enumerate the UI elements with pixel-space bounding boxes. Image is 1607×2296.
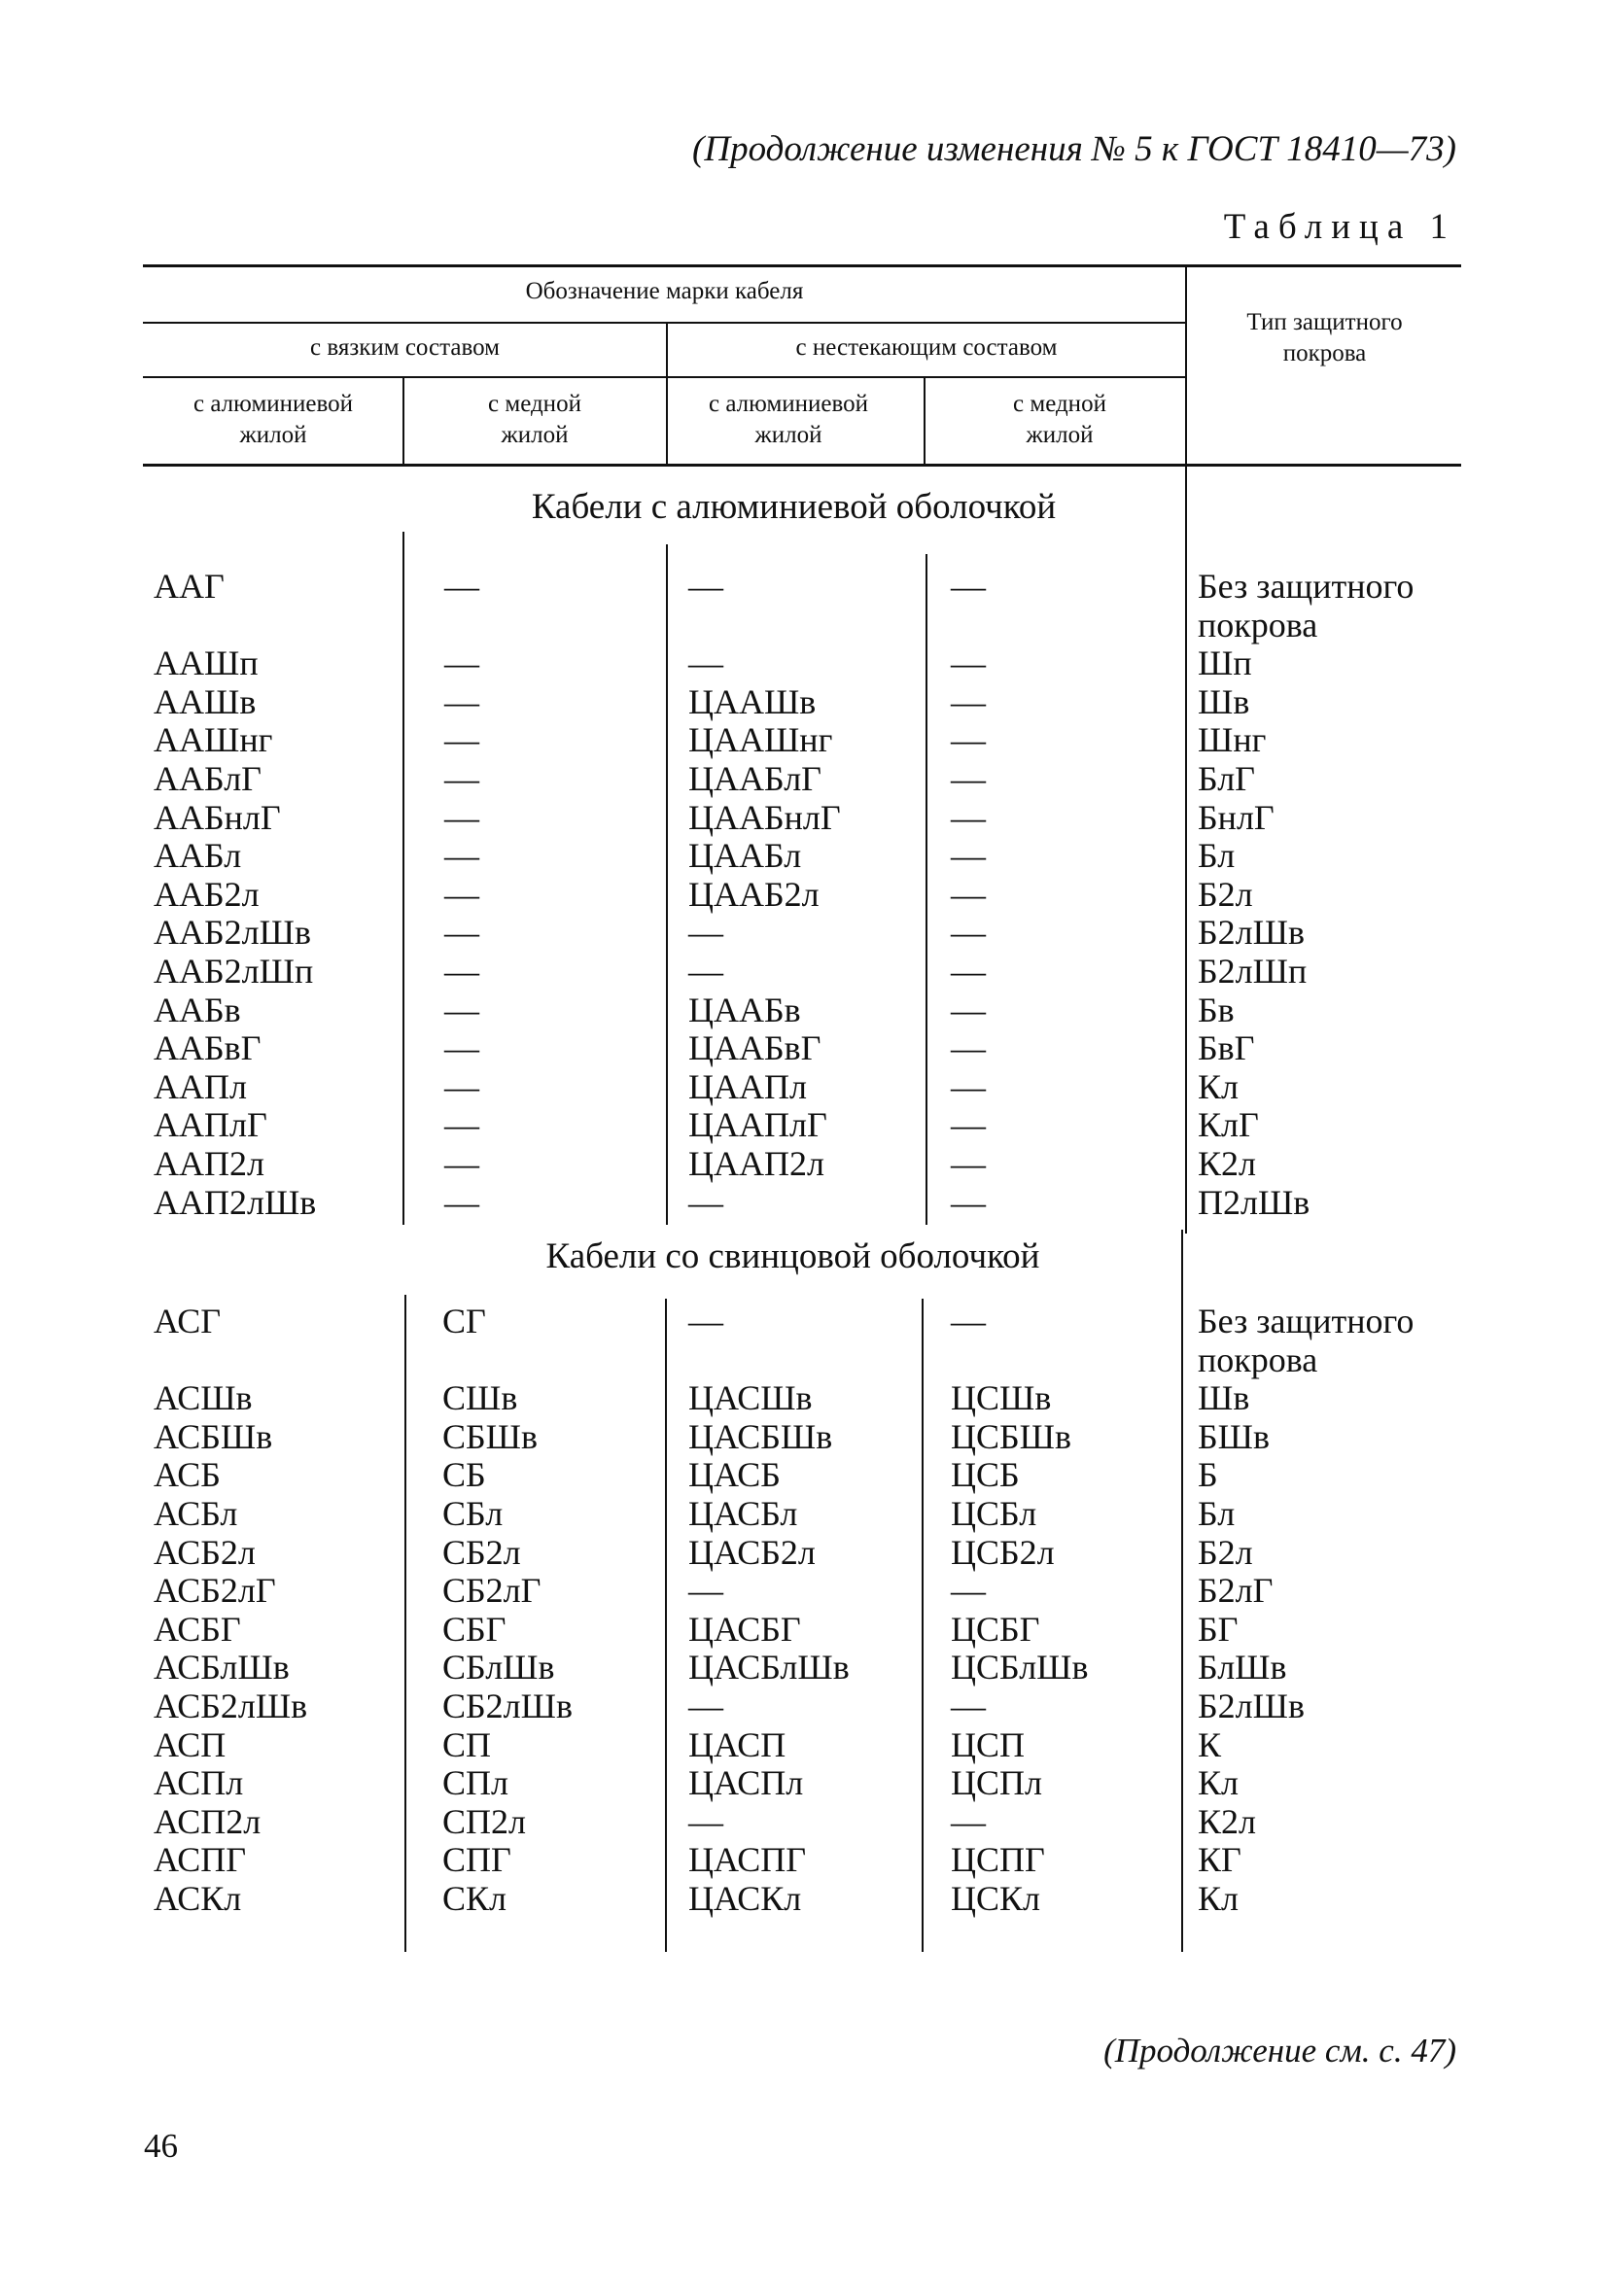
cell-protection: БлШв <box>1198 1648 1287 1687</box>
cell-aluminum-nondrip: — <box>688 1801 723 1841</box>
cell-aluminum-viscous: АСБ2лГ <box>154 1571 276 1611</box>
cell-aluminum-nondrip: — <box>688 1302 723 1340</box>
cell-aluminum-nondrip: ЦААП2л <box>688 1144 824 1183</box>
cell-protection: Кл <box>1198 1879 1239 1918</box>
cell-copper-viscous: — <box>444 759 479 798</box>
cell-aluminum-viscous: ААП2лШв <box>154 1182 317 1222</box>
cell-aluminum-nondrip: — <box>688 1182 723 1222</box>
cell-copper-nondrip: — <box>951 952 986 991</box>
cell-copper-nondrip: — <box>951 990 986 1029</box>
cell-aluminum-nondrip: ЦАСБ2л <box>688 1532 816 1572</box>
cell-aluminum-viscous: ААБв <box>154 990 241 1029</box>
cell-aluminum-viscous: ААБ2лШв <box>154 913 311 953</box>
cell-aluminum-viscous: ААПл <box>154 1066 247 1106</box>
header-rule-1 <box>143 322 1186 324</box>
cell-aluminum-viscous: АСПГ <box>154 1840 247 1880</box>
cell-copper-viscous: СБ <box>442 1455 486 1495</box>
cell-copper-nondrip: — <box>951 1066 986 1106</box>
cell-copper-viscous: СП <box>442 1724 492 1764</box>
cell-aluminum-nondrip: ЦААБл <box>688 836 802 876</box>
cell-aluminum-viscous: АСБШв <box>154 1416 273 1456</box>
cell-copper-nondrip: — <box>951 836 986 876</box>
s2-vline-col3 <box>922 1299 924 1952</box>
header-vline-protection <box>1185 266 1187 465</box>
cell-aluminum-viscous: ААБ2л <box>154 874 260 914</box>
cell-protection: Шв <box>1198 1378 1250 1418</box>
cell-copper-nondrip: — <box>951 797 986 837</box>
cell-aluminum-nondrip: ЦАСПл <box>688 1763 804 1803</box>
cell-aluminum-viscous: АСБГ <box>154 1609 241 1649</box>
cell-copper-viscous: СПл <box>442 1763 508 1803</box>
cell-copper-nondrip: — <box>951 1687 986 1725</box>
header-nondrip-copper: с медной жилой <box>1013 391 1106 448</box>
cell-copper-viscous: СКл <box>442 1879 507 1918</box>
cell-aluminum-nondrip: ЦААПлГ <box>688 1105 827 1145</box>
cell-copper-viscous: СБ2лШв <box>442 1687 573 1725</box>
cell-copper-nondrip: — <box>951 759 986 798</box>
header-viscous-aluminum: с алюминиевой жилой <box>192 391 354 448</box>
cell-copper-nondrip: ЦСБ <box>951 1455 1020 1495</box>
cell-copper-nondrip: — <box>951 1105 986 1145</box>
cell-aluminum-viscous: ААПлГ <box>154 1105 267 1145</box>
cell-copper-viscous: — <box>444 836 479 876</box>
cell-copper-viscous: — <box>444 1182 479 1222</box>
cell-aluminum-nondrip: — <box>688 913 723 953</box>
table-label: Таблица 1 <box>1223 207 1456 247</box>
cell-protection: Б2лШв <box>1198 1687 1305 1725</box>
cell-protection: БвГ <box>1198 1028 1255 1068</box>
cell-copper-viscous: СБШв <box>442 1416 538 1456</box>
header-vline-col3 <box>924 377 926 465</box>
cell-protection: БШв <box>1198 1416 1270 1456</box>
cell-protection: Бл <box>1198 1494 1236 1533</box>
cell-aluminum-nondrip: ЦААБлГ <box>688 759 821 798</box>
cell-aluminum-nondrip: ЦААШнг <box>688 720 833 760</box>
header-viscous: с вязким составом <box>310 334 500 361</box>
cell-copper-viscous: — <box>444 720 479 760</box>
cell-aluminum-nondrip: ЦАСПГ <box>688 1840 807 1880</box>
cell-protection: покрова <box>1198 605 1318 644</box>
s2-vline-col2 <box>665 1299 667 1952</box>
cell-protection: Кл <box>1198 1763 1239 1803</box>
cell-copper-nondrip: — <box>951 644 986 683</box>
cell-aluminum-nondrip: ЦАСШв <box>688 1378 813 1418</box>
cell-aluminum-viscous: АСБ2лШв <box>154 1687 308 1725</box>
cell-copper-nondrip: ЦСБШв <box>951 1416 1071 1456</box>
cell-copper-nondrip: — <box>951 720 986 760</box>
cell-copper-viscous: — <box>444 952 479 991</box>
cell-aluminum-nondrip: ЦАСБл <box>688 1494 798 1533</box>
header-rule-2 <box>143 376 1186 378</box>
cell-copper-nondrip: ЦСШв <box>951 1378 1052 1418</box>
cell-copper-viscous: — <box>444 797 479 837</box>
cell-aluminum-viscous: АСГ <box>154 1302 222 1340</box>
s2-vline-col1 <box>404 1295 406 1952</box>
cell-copper-viscous: СПГ <box>442 1840 511 1880</box>
cell-copper-viscous: — <box>444 1105 479 1145</box>
cell-copper-nondrip: ЦСБГ <box>951 1609 1040 1649</box>
cell-copper-viscous: СБл <box>442 1494 504 1533</box>
continuation-header: (Продолжение изменения № 5 к ГОСТ 18410—73) <box>692 129 1456 169</box>
cell-copper-nondrip: ЦСКл <box>951 1879 1040 1918</box>
cell-aluminum-nondrip: ЦААБв <box>688 990 801 1029</box>
cell-protection: Б2лГ <box>1198 1571 1274 1611</box>
cell-aluminum-viscous: ААБл <box>154 836 242 876</box>
cell-aluminum-viscous: ААП2л <box>154 1144 264 1183</box>
cell-aluminum-nondrip: ЦААБ2л <box>688 874 820 914</box>
cell-copper-viscous: СБ2лГ <box>442 1571 541 1611</box>
cell-copper-viscous: СГ <box>442 1302 486 1340</box>
cell-aluminum-viscous: АСП2л <box>154 1801 262 1841</box>
cell-aluminum-viscous: АСПл <box>154 1763 244 1803</box>
cell-copper-nondrip: — <box>951 1801 986 1841</box>
cell-aluminum-viscous: АСБ <box>154 1455 221 1495</box>
cell-protection: БГ <box>1198 1609 1239 1649</box>
cell-protection: К2л <box>1198 1801 1256 1841</box>
page-number: 46 <box>144 2127 178 2165</box>
s1-vline-col2 <box>666 544 668 1225</box>
cell-aluminum-viscous: ААШнг <box>154 720 273 760</box>
cell-protection: КлГ <box>1198 1105 1259 1145</box>
cell-protection: Б2лШп <box>1198 952 1308 991</box>
cell-aluminum-viscous: ААШп <box>154 644 259 683</box>
cell-copper-viscous: — <box>444 990 479 1029</box>
cell-copper-nondrip: ЦСПл <box>951 1763 1042 1803</box>
cell-protection: Б2лШв <box>1198 913 1305 953</box>
cell-aluminum-nondrip: ЦАСБГ <box>688 1609 801 1649</box>
cell-copper-nondrip: ЦСП <box>951 1724 1026 1764</box>
cell-protection: БнлГ <box>1198 797 1275 837</box>
cell-protection: Бл <box>1198 836 1236 876</box>
table-top-rule <box>143 264 1461 267</box>
cell-aluminum-viscous: АСШв <box>154 1378 253 1418</box>
cell-copper-viscous: — <box>444 1144 479 1183</box>
cell-aluminum-nondrip: ЦАСП <box>688 1724 786 1764</box>
cell-aluminum-viscous: АСП <box>154 1724 227 1764</box>
cell-copper-nondrip: ЦСБл <box>951 1494 1037 1533</box>
cell-protection: П2лШв <box>1198 1182 1310 1222</box>
cell-protection: Б2л <box>1198 874 1253 914</box>
cell-aluminum-nondrip: ЦАСБ <box>688 1455 781 1495</box>
cell-copper-viscous: СБГ <box>442 1609 507 1649</box>
cell-aluminum-viscous: ААГ <box>154 567 225 606</box>
s1-vline-col1 <box>402 532 404 1225</box>
cell-copper-nondrip: — <box>951 1182 986 1222</box>
cell-aluminum-nondrip: — <box>688 952 723 991</box>
cell-aluminum-viscous: ААБвГ <box>154 1028 262 1068</box>
header-vline-col1 <box>402 377 404 465</box>
section-title-lead: Кабели со свинцовой оболочкой <box>545 1236 1040 1276</box>
cell-copper-viscous: — <box>444 913 479 953</box>
cell-protection: К2л <box>1198 1144 1256 1183</box>
cell-copper-nondrip: — <box>951 681 986 721</box>
cell-aluminum-nondrip: ЦАСКл <box>688 1879 802 1918</box>
cell-copper-viscous: СШв <box>442 1378 518 1418</box>
cell-protection: Б <box>1198 1455 1218 1495</box>
cell-copper-viscous: — <box>444 567 479 606</box>
cell-protection: покрова <box>1198 1339 1318 1379</box>
cell-aluminum-nondrip: — <box>688 644 723 683</box>
body-vline-protection-2 <box>1181 1230 1183 1952</box>
cell-copper-nondrip: ЦСБ2л <box>951 1532 1055 1572</box>
cell-aluminum-viscous: ААБлГ <box>154 759 262 798</box>
cell-copper-nondrip: — <box>951 1571 986 1611</box>
cell-copper-viscous: СБ2л <box>442 1532 521 1572</box>
cell-copper-nondrip: ЦСБлШв <box>951 1648 1089 1687</box>
cell-protection: Без защитного <box>1198 567 1415 606</box>
section-title-aluminum: Кабели с алюминиевой оболочкой <box>531 487 1057 527</box>
cell-protection: Кл <box>1198 1066 1239 1106</box>
cell-protection: БлГ <box>1198 759 1255 798</box>
cell-copper-viscous: — <box>444 874 479 914</box>
cell-aluminum-viscous: АСБл <box>154 1494 238 1533</box>
body-vline-protection-1 <box>1185 466 1187 1234</box>
header-viscous-copper: с медной жилой <box>488 391 581 448</box>
cell-copper-viscous: — <box>444 1028 479 1068</box>
header-protection-type: Тип защитного покрова <box>1246 309 1403 366</box>
cell-protection: Шп <box>1198 644 1252 683</box>
cell-copper-viscous: — <box>444 681 479 721</box>
cell-copper-nondrip: — <box>951 874 986 914</box>
header-bottom-rule <box>143 464 1461 467</box>
cell-aluminum-viscous: ААШв <box>154 681 257 721</box>
cell-aluminum-viscous: ААБнлГ <box>154 797 281 837</box>
cell-aluminum-nondrip: ЦААПл <box>688 1066 807 1106</box>
cell-aluminum-nondrip: — <box>688 567 723 606</box>
cell-copper-nondrip: — <box>951 1302 986 1340</box>
cell-aluminum-nondrip: ЦААБвГ <box>688 1028 821 1068</box>
cell-aluminum-nondrip: ЦАСБлШв <box>688 1648 850 1687</box>
cell-copper-nondrip: — <box>951 567 986 606</box>
cell-copper-nondrip: ЦСПГ <box>951 1840 1045 1880</box>
header-nondrip: с нестекающим составом <box>795 334 1058 361</box>
cell-copper-viscous: СП2л <box>442 1801 526 1841</box>
cell-copper-nondrip: — <box>951 1144 986 1183</box>
continuation-footer: (Продолжение см. с. 47) <box>1103 2032 1456 2070</box>
cell-protection: Шнг <box>1198 720 1267 760</box>
cell-aluminum-nondrip: ЦАСБШв <box>688 1416 833 1456</box>
cell-aluminum-viscous: ААБ2лШп <box>154 952 314 991</box>
cell-protection: Шв <box>1198 681 1250 721</box>
cell-protection: К <box>1198 1724 1222 1764</box>
cell-aluminum-nondrip: — <box>688 1571 723 1611</box>
cell-aluminum-nondrip: ЦААБнлГ <box>688 797 841 837</box>
cell-protection: Бв <box>1198 990 1235 1029</box>
header-designation: Обозначение марки кабеля <box>525 278 804 304</box>
cell-aluminum-nondrip: ЦААШв <box>688 681 817 721</box>
header-nondrip-aluminum: с алюминиевой жилой <box>708 391 869 448</box>
cell-aluminum-nondrip: — <box>688 1687 723 1725</box>
cell-copper-nondrip: — <box>951 1028 986 1068</box>
cell-copper-viscous: — <box>444 1066 479 1106</box>
cell-copper-viscous: — <box>444 644 479 683</box>
cell-aluminum-viscous: АСКл <box>154 1879 242 1918</box>
cell-protection: Б2л <box>1198 1532 1253 1572</box>
s1-vline-col3 <box>926 554 927 1225</box>
cell-aluminum-viscous: АСБлШв <box>154 1648 290 1687</box>
cell-aluminum-viscous: АСБ2л <box>154 1532 256 1572</box>
cell-copper-viscous: СБлШв <box>442 1648 555 1687</box>
cell-protection: Без защитного <box>1198 1302 1415 1340</box>
cell-copper-nondrip: — <box>951 913 986 953</box>
cell-protection: КГ <box>1198 1840 1241 1880</box>
